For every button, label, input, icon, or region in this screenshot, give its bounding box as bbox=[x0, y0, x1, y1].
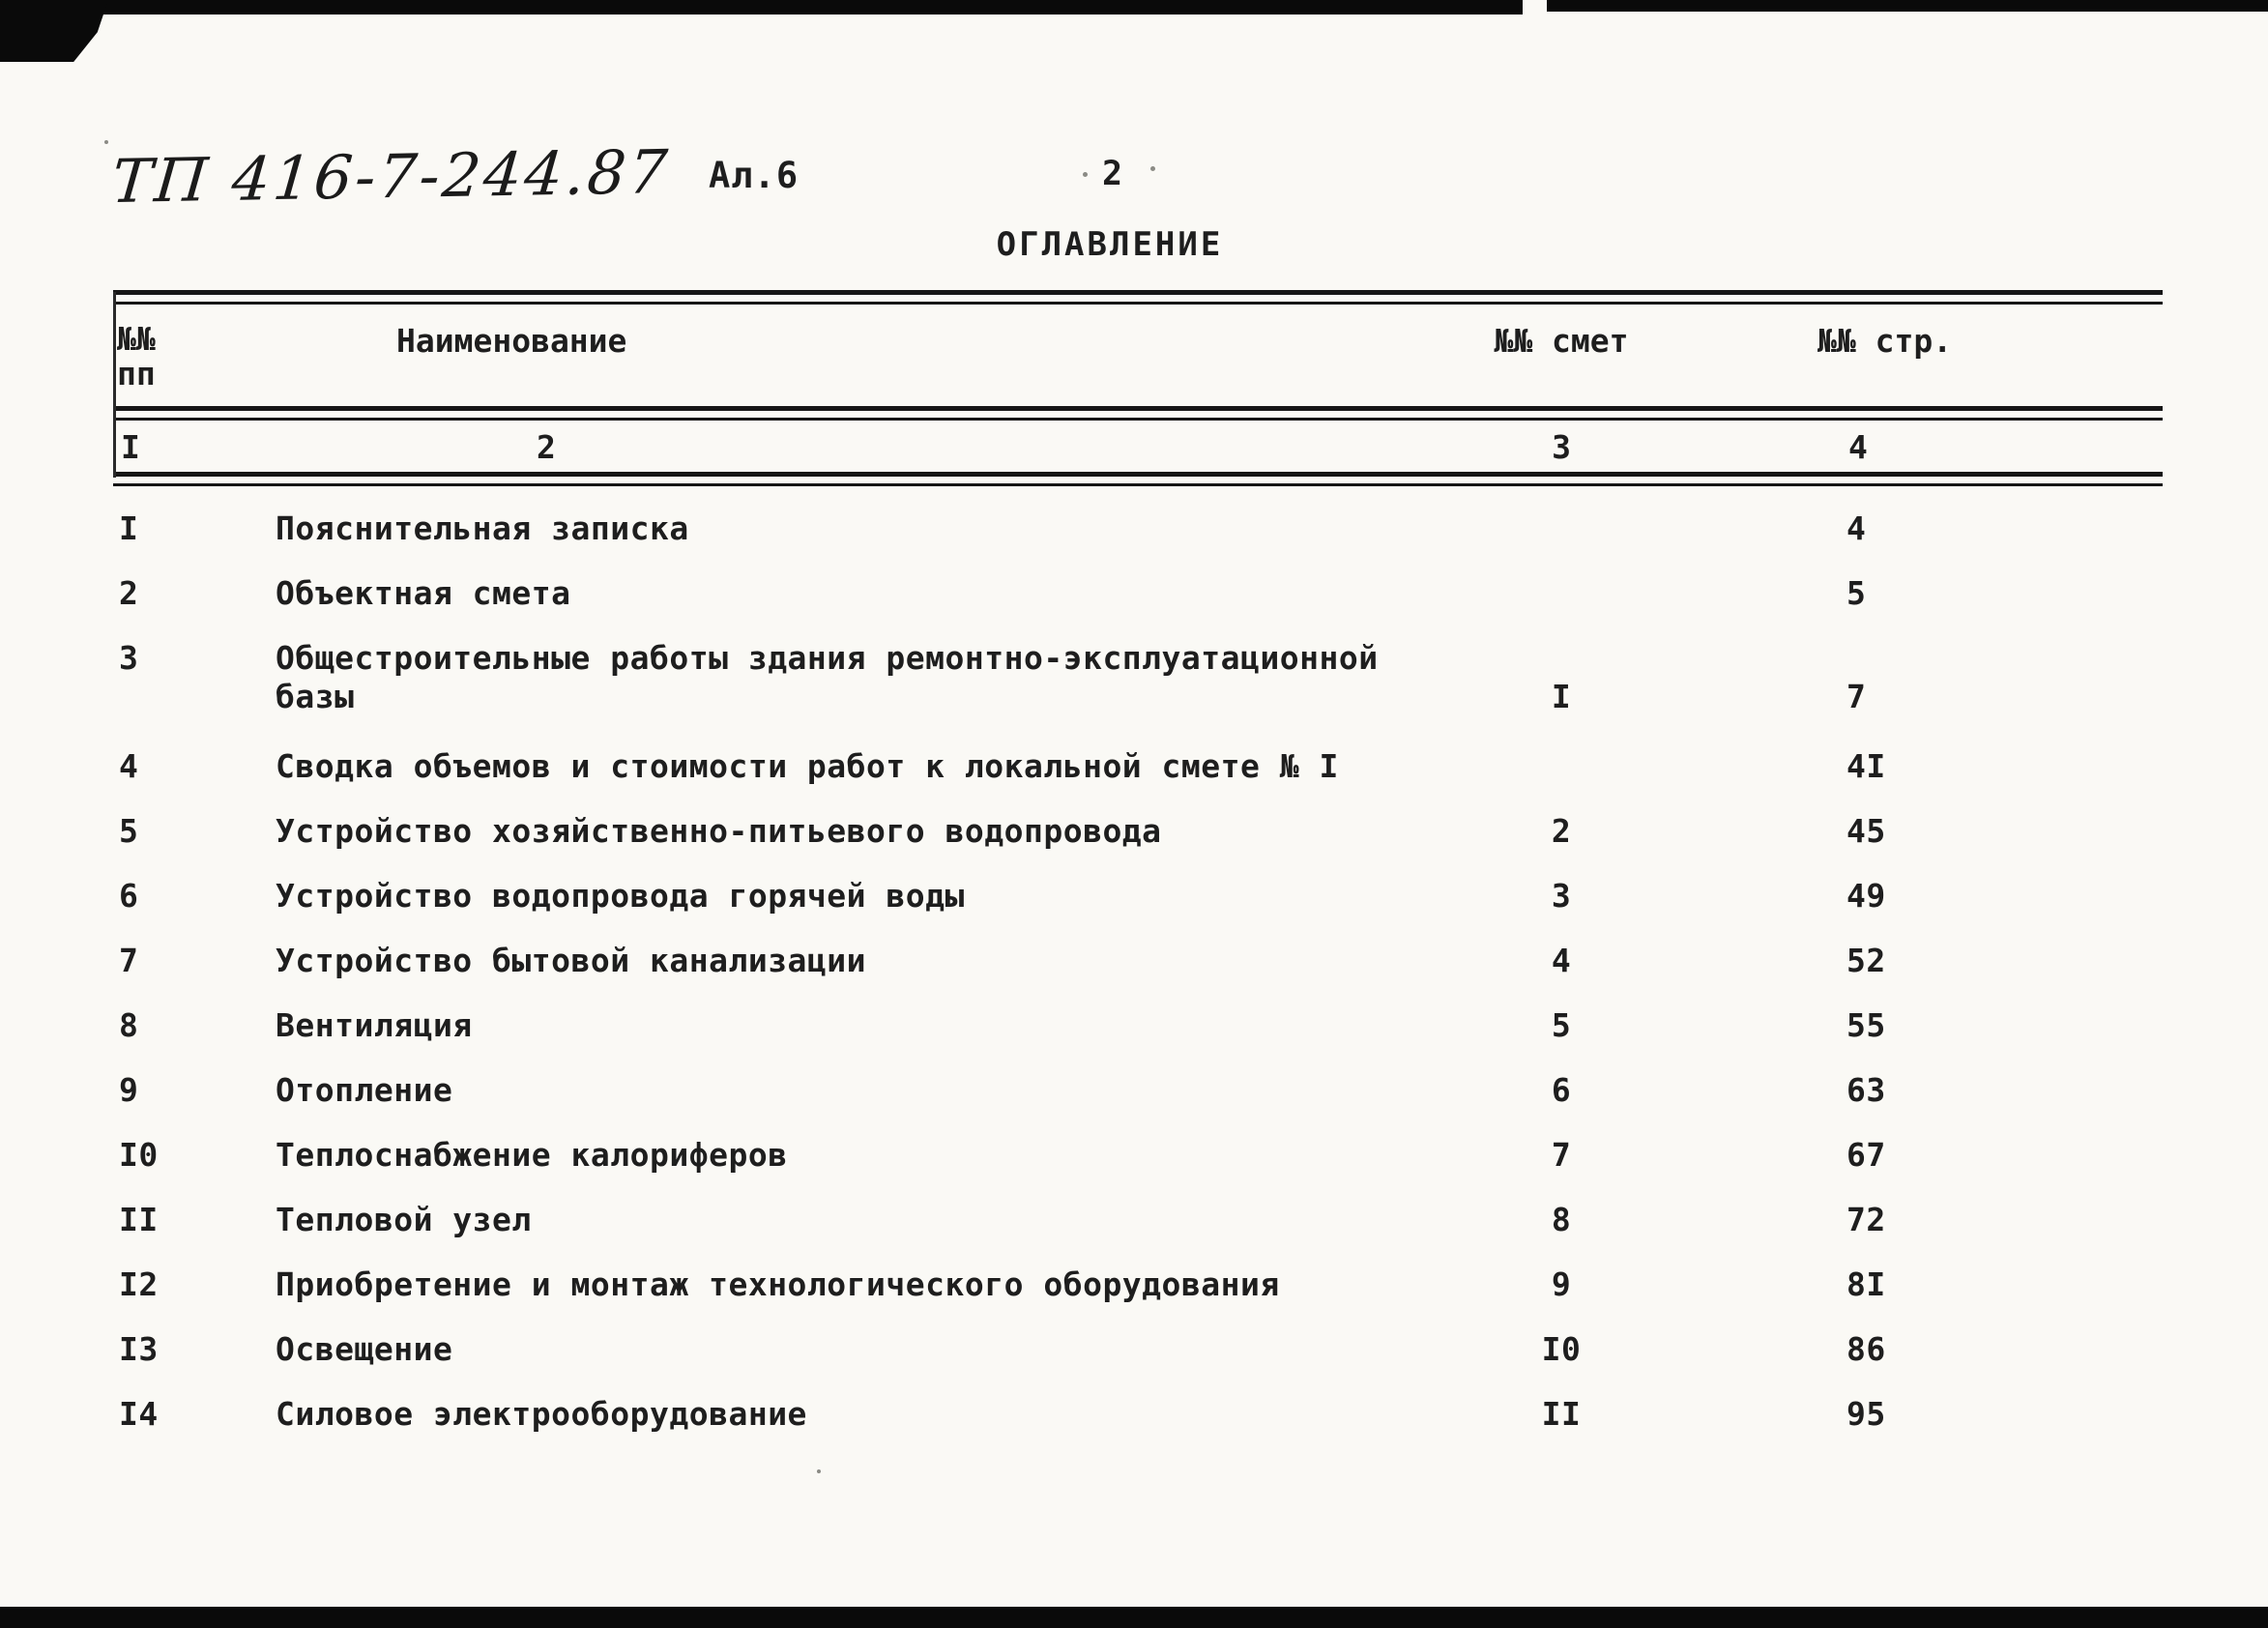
row-name: Тепловой узел bbox=[276, 1201, 532, 1238]
column-number-row bbox=[113, 421, 2163, 472]
row-name: Объектная смета bbox=[276, 574, 571, 612]
row-page-number: 45 bbox=[1846, 812, 1886, 850]
scan-speck bbox=[817, 1469, 821, 1473]
row-smeta-number: I0 bbox=[1541, 1330, 1582, 1368]
row-name: Общестроительные работы здания ремонтно-эксплуатационной базы bbox=[276, 639, 1379, 715]
row-number: I3 bbox=[119, 1330, 159, 1368]
row-page-number: 4 bbox=[1846, 509, 1867, 547]
row-number: 5 bbox=[119, 812, 139, 850]
scan-speck bbox=[104, 140, 108, 144]
row-name: Сводка объемов и стоимости работ к локальной смете № I bbox=[276, 747, 1339, 785]
column-index-1: I bbox=[121, 428, 140, 466]
table-row bbox=[113, 551, 2163, 616]
column-index-4: 4 bbox=[1848, 428, 1868, 466]
row-smeta-number: 4 bbox=[1551, 942, 1572, 979]
row-number: 3 bbox=[119, 639, 139, 677]
table-row bbox=[113, 983, 2163, 1048]
row-page-number: 7 bbox=[1846, 678, 1867, 715]
table-row bbox=[113, 1113, 2163, 1177]
row-number: I2 bbox=[119, 1265, 159, 1303]
page-number: 2 bbox=[1102, 155, 1123, 193]
row-name: Устройство бытовой канализации bbox=[276, 942, 867, 979]
table-row bbox=[113, 1242, 2163, 1307]
scan-artifact-bottom-bar bbox=[0, 1607, 2268, 1628]
row-smeta-number: 8 bbox=[1551, 1201, 1572, 1238]
row-name: Устройство хозяйственно-питьевого водопровода bbox=[276, 812, 1162, 850]
document-number-handwritten: ТП 416-7-244.87 bbox=[108, 135, 673, 218]
row-name: Приобретение и монтаж технологического оборудования bbox=[276, 1265, 1280, 1303]
row-smeta-number: I bbox=[1551, 678, 1572, 715]
row-smeta-number: 5 bbox=[1551, 1006, 1572, 1044]
header-col-number-line1: №№ bbox=[117, 320, 156, 358]
table-row bbox=[113, 1177, 2163, 1242]
double-rule-top bbox=[113, 290, 2163, 305]
row-page-number: 95 bbox=[1846, 1395, 1886, 1433]
scan-artifact-corner-blob bbox=[0, 0, 108, 62]
row-name: Пояснительная записка bbox=[276, 509, 689, 547]
row-smeta-number: 7 bbox=[1551, 1136, 1572, 1174]
row-number: 8 bbox=[119, 1006, 139, 1044]
header-col-name: Наименование bbox=[396, 322, 627, 360]
row-page-number: 55 bbox=[1846, 1006, 1886, 1044]
page-title: ОГЛАВЛЕНИЕ bbox=[996, 225, 1224, 264]
row-number: I bbox=[119, 509, 139, 547]
row-page-number: 8I bbox=[1846, 1265, 1886, 1303]
row-number: 7 bbox=[119, 942, 139, 979]
header-col-smeta: №№ смет bbox=[1494, 322, 1629, 360]
row-page-number: 63 bbox=[1846, 1071, 1886, 1109]
table-row bbox=[113, 616, 2163, 724]
row-name: Вентиляция bbox=[276, 1006, 473, 1044]
toc-table bbox=[113, 290, 2163, 1437]
row-smeta-number: 9 bbox=[1551, 1265, 1572, 1303]
row-number: I4 bbox=[119, 1395, 159, 1433]
header-col-number bbox=[113, 322, 276, 406]
table-left-border bbox=[113, 292, 116, 478]
scan-speck bbox=[1150, 166, 1155, 171]
column-index-2: 2 bbox=[537, 428, 556, 466]
table-row bbox=[113, 1307, 2163, 1372]
row-smeta-number: 6 bbox=[1551, 1071, 1572, 1109]
row-page-number: 67 bbox=[1846, 1136, 1886, 1174]
header-col-page: №№ стр. bbox=[1817, 322, 1953, 360]
row-page-number: 72 bbox=[1846, 1201, 1886, 1238]
sheet-label: Ал.6 bbox=[709, 155, 800, 196]
row-name: Устройство водопровода горячей воды bbox=[276, 877, 965, 915]
table-row bbox=[113, 486, 2163, 551]
row-number: I0 bbox=[119, 1136, 159, 1174]
row-smeta-number: 2 bbox=[1551, 812, 1572, 850]
row-name: Освещение bbox=[276, 1330, 453, 1368]
row-page-number: 86 bbox=[1846, 1330, 1886, 1368]
scan-speck bbox=[1083, 172, 1088, 177]
column-index-3: 3 bbox=[1552, 428, 1571, 466]
table-row bbox=[113, 854, 2163, 918]
scan-artifact-top-bar-right bbox=[1547, 0, 2268, 12]
row-page-number: 49 bbox=[1846, 877, 1886, 915]
table-row bbox=[113, 724, 2163, 789]
row-smeta-number: II bbox=[1541, 1395, 1582, 1433]
row-number: II bbox=[119, 1201, 159, 1238]
row-number: 2 bbox=[119, 574, 139, 612]
table-body bbox=[113, 486, 2163, 1437]
row-page-number: 52 bbox=[1846, 942, 1886, 979]
table-row bbox=[113, 1372, 2163, 1437]
row-name: Силовое электрооборудование bbox=[276, 1395, 807, 1433]
row-smeta-number: 3 bbox=[1551, 877, 1572, 915]
table-row bbox=[113, 918, 2163, 983]
row-number: 6 bbox=[119, 877, 139, 915]
double-rule-bottom bbox=[113, 472, 2163, 486]
row-page-number: 4I bbox=[1846, 747, 1886, 785]
row-page-number: 5 bbox=[1846, 574, 1867, 612]
row-name: Отопление bbox=[276, 1071, 453, 1109]
table-header-row bbox=[113, 305, 2163, 406]
double-rule-middle bbox=[113, 406, 2163, 421]
table-row bbox=[113, 789, 2163, 854]
row-number: 4 bbox=[119, 747, 139, 785]
row-name: Теплоснабжение калориферов bbox=[276, 1136, 788, 1174]
table-row bbox=[113, 1048, 2163, 1113]
scan-artifact-top-bar-left bbox=[0, 0, 1523, 15]
header-col-number-line2: пп bbox=[117, 355, 156, 392]
row-number: 9 bbox=[119, 1071, 139, 1109]
